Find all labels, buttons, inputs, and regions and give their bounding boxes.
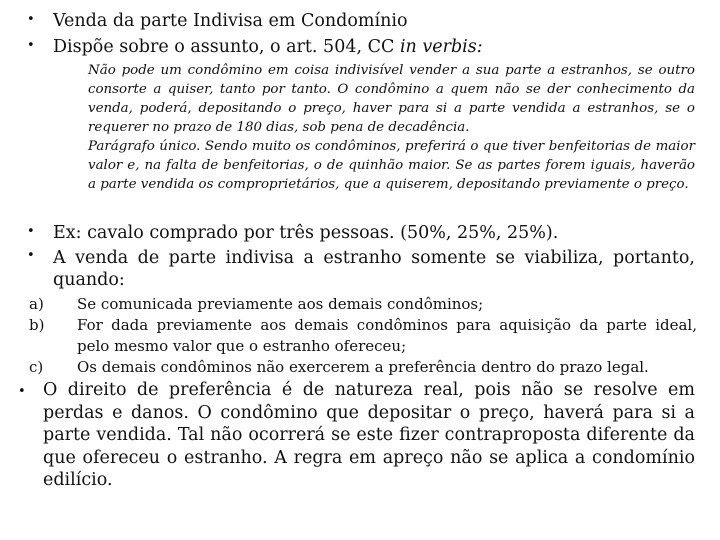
bullet-4: • [27,248,35,263]
condition-b-text: For dada previamente aos demais condôminos para aquisição da parte ideal, pelo mesmo valor que o estranho ofereceu; [77,316,697,355]
condition-b [29,315,697,357]
intro-text: Dispõe sobre o assunto, o art. 504, CC [53,37,400,57]
intro-art-504 [53,37,693,58]
heading-venda-parte-indivisa: Venda da parte Indivisa em Condomínio [53,11,408,31]
direito-preferencia-paragraph: O direito de preferência é de natureza real, pois não se resolve em perdas e danos. O condômino que depositar o preço, haverá para si a parte vendida. Tal não ocorrerá se este fizer contraproposta diferente da que ofereceu o estranho. A regra em apreço não se aplica a condomínio edilício. [43,380,695,490]
example-cavalo: Ex: cavalo comprado por três pessoas. (50%, 25%, 25%). [53,223,559,243]
condition-a-label: a) [29,295,44,313]
quote-paragraph-caput: Não pode um condômino em coisa indivisível vender a sua parte a estranhos, se outro consorte a quiser, tanto por tanto. O condômino a quem não se der conhecimento da venda, poderá, depositando o preço, haver para si a parte vendida a estranhos, se o requerer no prazo de 180 dias, sob pena de decadência. [88,63,695,135]
quote-paragraph-unico: Parágrafo único. Sendo muito os condôminos, preferirá o que tiver benfeitorias de maior valor e, na falta de benfeitorias, o de quinhão maior. Se as partes forem iguais, haverão a parte vendida os comproprietários, que a quiserem, depositando previamente o preço. [88,139,695,192]
conditions-list [29,294,697,378]
condition-b-label: b) [29,316,45,334]
condition-a-text: Se comunicada previamente aos demais condôminos; [77,295,484,313]
bullet-2: • [27,38,35,53]
bullet-5: • [18,384,26,399]
condition-a [29,294,697,315]
condition-c-text: Os demais condôminos não exercerem a preferência dentro do prazo legal. [77,358,649,376]
venda-parte-indivisa-condicao: A venda de parte indivisa a estranho somente se viabiliza, portanto, quando: [53,248,695,290]
bullet-3: • [27,224,35,239]
article-quote [88,61,695,194]
bullet-1: • [27,12,35,27]
intro-in-verbis: in verbis: [399,37,483,57]
condition-c [29,357,697,378]
condition-c-label: c) [29,358,44,376]
